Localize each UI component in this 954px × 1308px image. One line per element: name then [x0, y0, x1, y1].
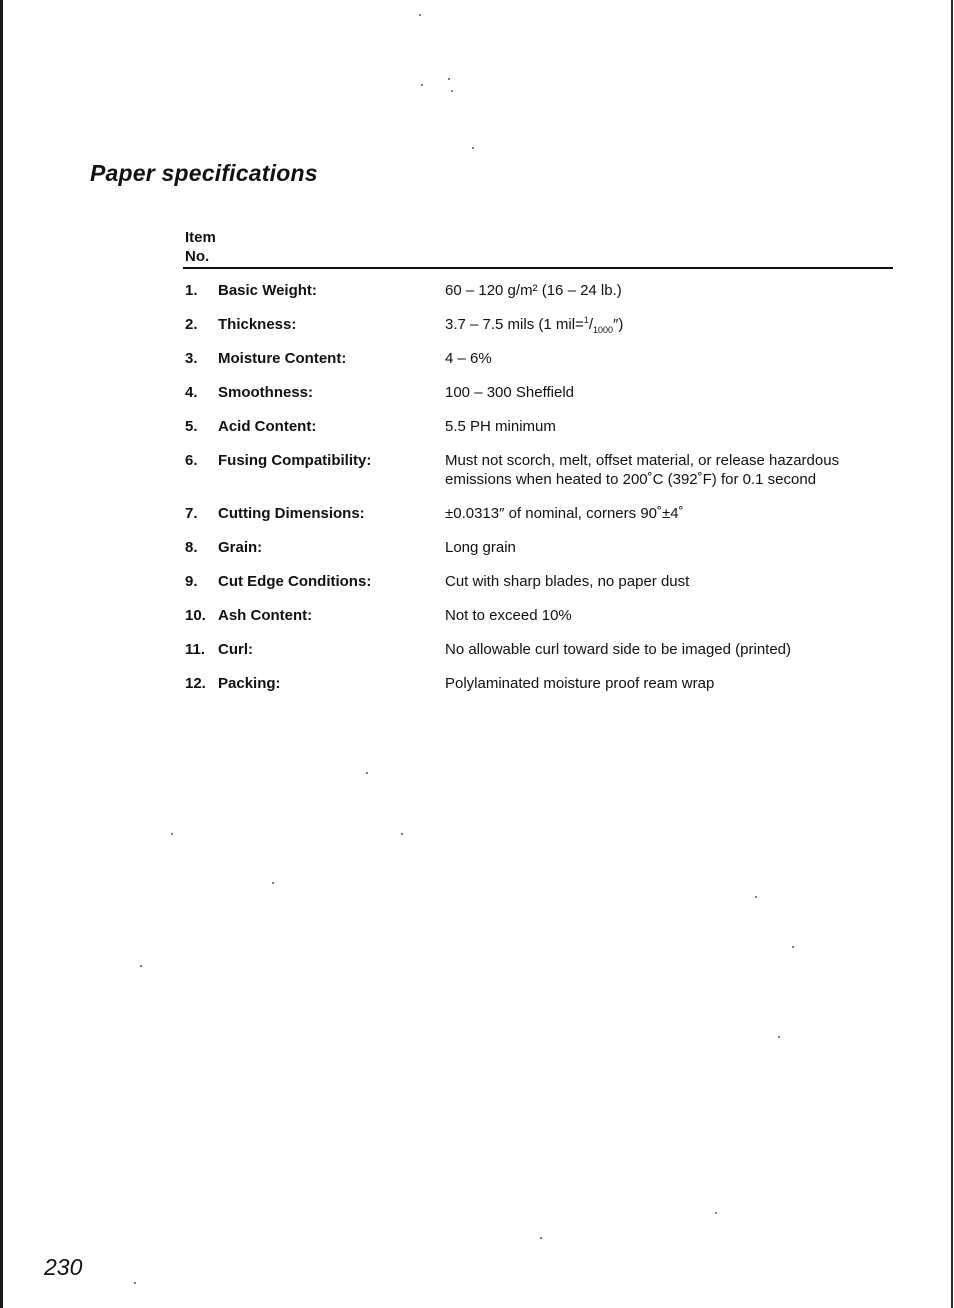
spec-item-number: 3. [185, 350, 198, 367]
spec-row [185, 281, 895, 315]
scan-speck [140, 965, 142, 967]
spec-item-number: 5. [185, 418, 198, 435]
scan-speck [272, 882, 274, 884]
spec-item-label: Cut Edge Conditions: [218, 573, 372, 590]
spec-row [185, 383, 895, 417]
spec-row [185, 417, 895, 451]
header-line-no: No. [185, 248, 210, 265]
spec-item-value: 100 – 300 Sheffield [445, 384, 575, 401]
spec-item-value: 4 – 6% [445, 350, 492, 367]
spec-row [185, 674, 895, 708]
spec-item-number: 2. [185, 316, 198, 333]
scan-speck [419, 14, 421, 16]
spec-item-label: Moisture Content: [218, 350, 347, 367]
spec-item-number: 9. [185, 573, 198, 590]
spec-item-number: 7. [185, 505, 198, 522]
page-title: Paper specifications [90, 160, 318, 186]
spec-item-label: Cutting Dimensions: [218, 505, 365, 522]
spec-row [185, 538, 895, 572]
spec-item-label: Packing: [218, 675, 281, 692]
spec-row [185, 572, 895, 606]
spec-item-label: Smoothness: [218, 384, 314, 401]
scan-speck [401, 833, 403, 835]
spec-item-label: Acid Content: [218, 418, 317, 435]
spec-item-label: Fusing Compatibility: [218, 452, 372, 469]
spec-item-label: Curl: [218, 641, 253, 658]
spec-item-label: Thickness: [218, 316, 297, 333]
spec-item-value: 5.5 PH minimum [445, 418, 556, 435]
spec-item-value: Must not scorch, melt, offset material, or release hazardous emissions when heated to 200˚C (392˚F) for 0.1 second [445, 452, 840, 488]
page-number: 230 [44, 1254, 83, 1280]
scan-speck [540, 1237, 542, 1239]
spec-item-value: Not to exceed 10% [445, 607, 572, 624]
spec-item-value: 3.7 – 7.5 mils (1 $mil=^1/_{1000}''$) [445, 315, 624, 335]
scan-edge-left [0, 0, 3, 1308]
paper-spec-table [185, 281, 895, 708]
header-divider [183, 267, 893, 269]
spec-item-number: 1. [185, 282, 198, 299]
spec-item-value: Cut with sharp blades, no paper dust [445, 573, 690, 590]
item-number-column-header [185, 228, 216, 266]
spec-item-value: ±0.0313″ of nominal, corners 90˚±4˚ [445, 505, 684, 522]
spec-row [185, 451, 895, 504]
spec-row [185, 640, 895, 674]
spec-table-body [185, 281, 895, 708]
scan-speck [171, 833, 173, 835]
spec-item-label: Ash Content: [218, 607, 313, 624]
scan-speck [778, 1036, 780, 1038]
scan-speck [451, 90, 453, 92]
spec-item-number: 8. [185, 539, 198, 556]
scan-speck [792, 946, 794, 948]
scan-speck [134, 1282, 136, 1284]
spec-item-label: Basic Weight: [218, 282, 317, 299]
spec-item-number: 10. [185, 607, 206, 624]
spec-row [185, 504, 895, 538]
spec-item-value: No allowable curl toward side to be imaged (printed) [445, 641, 792, 658]
spec-row [185, 349, 895, 383]
spec-row [185, 606, 895, 640]
spec-item-number: 4. [185, 384, 198, 401]
scan-speck [366, 772, 368, 774]
scan-speck [448, 78, 450, 80]
spec-item-number: 11. [185, 641, 206, 658]
scan-speck [755, 896, 757, 898]
spec-item-value: 60 – 120 g/m² (16 – 24 lb.) [445, 282, 622, 299]
scan-speck [715, 1212, 717, 1214]
spec-row [185, 315, 895, 349]
spec-item-number: 6. [185, 452, 198, 469]
spec-item-label: Grain: [218, 539, 263, 556]
spec-item-value: Polylaminated moisture proof ream wrap [445, 675, 715, 692]
scan-edge-right [951, 0, 953, 1308]
header-line-item: Item [185, 229, 216, 246]
spec-item-value: Long grain [445, 539, 516, 556]
spec-item-number: 12. [185, 675, 206, 692]
scan-speck [421, 84, 423, 86]
scan-speck [472, 147, 474, 149]
